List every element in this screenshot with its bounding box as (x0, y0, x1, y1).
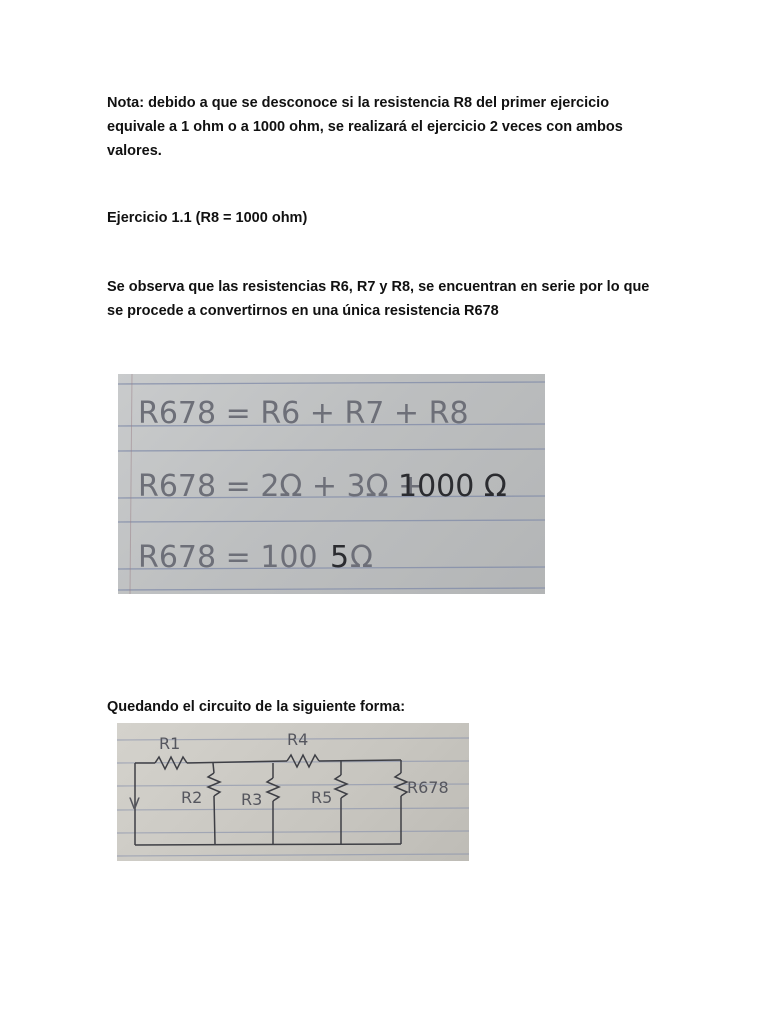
voltage-source-label: V (129, 794, 140, 813)
r2-resistor-symbol (208, 773, 220, 796)
r3-label: R3 (241, 790, 263, 809)
handwritten-equations-photo (118, 374, 545, 594)
r2-label: R2 (181, 788, 203, 807)
r4-resistor-symbol (287, 755, 319, 767)
r5-label: R5 (311, 788, 333, 807)
equation-line-3-part-c: Ω (350, 540, 373, 575)
note-paragraph: Nota: debido a que se desconoce si la resistencia R8 del primer ejercicio equivale a 1 ohm o a 1000 ohm, se realizará el ejercicio 2 veces con ambos valores. (107, 95, 623, 159)
r5-resistor-symbol (335, 775, 347, 798)
equation-line-3-part-b: 5 (330, 540, 350, 575)
r4-label: R4 (287, 730, 309, 749)
r1-label: R1 (159, 734, 181, 753)
equation-line-1: R678 = R6 + R7 + R8 (138, 396, 469, 431)
equation-line-2-part-b: 1000 Ω (398, 469, 507, 504)
observation-paragraph: Se observa que las resistencias R6, R7 y R8, se encuentran en serie por lo que se procede a convertirnos en una única resistencia R678 (107, 279, 650, 319)
exercise-heading: Ejercicio 1.1 (R8 = 1000 ohm) (107, 210, 308, 226)
r678-label: R678 (407, 778, 449, 797)
notebook-page (118, 374, 545, 594)
handwritten-circuit-photo (117, 723, 469, 861)
circuit-diagram (117, 723, 469, 861)
equation-line-3-part-a: R678 = 100 (138, 540, 318, 575)
circuit-intro-text: Quedando el circuito de la siguiente forma: (107, 699, 406, 715)
notebook-lines (117, 738, 469, 856)
r3-resistor-symbol (267, 778, 279, 801)
equation-line-2-part-a: R678 = 2Ω + 3Ω + (138, 469, 424, 504)
